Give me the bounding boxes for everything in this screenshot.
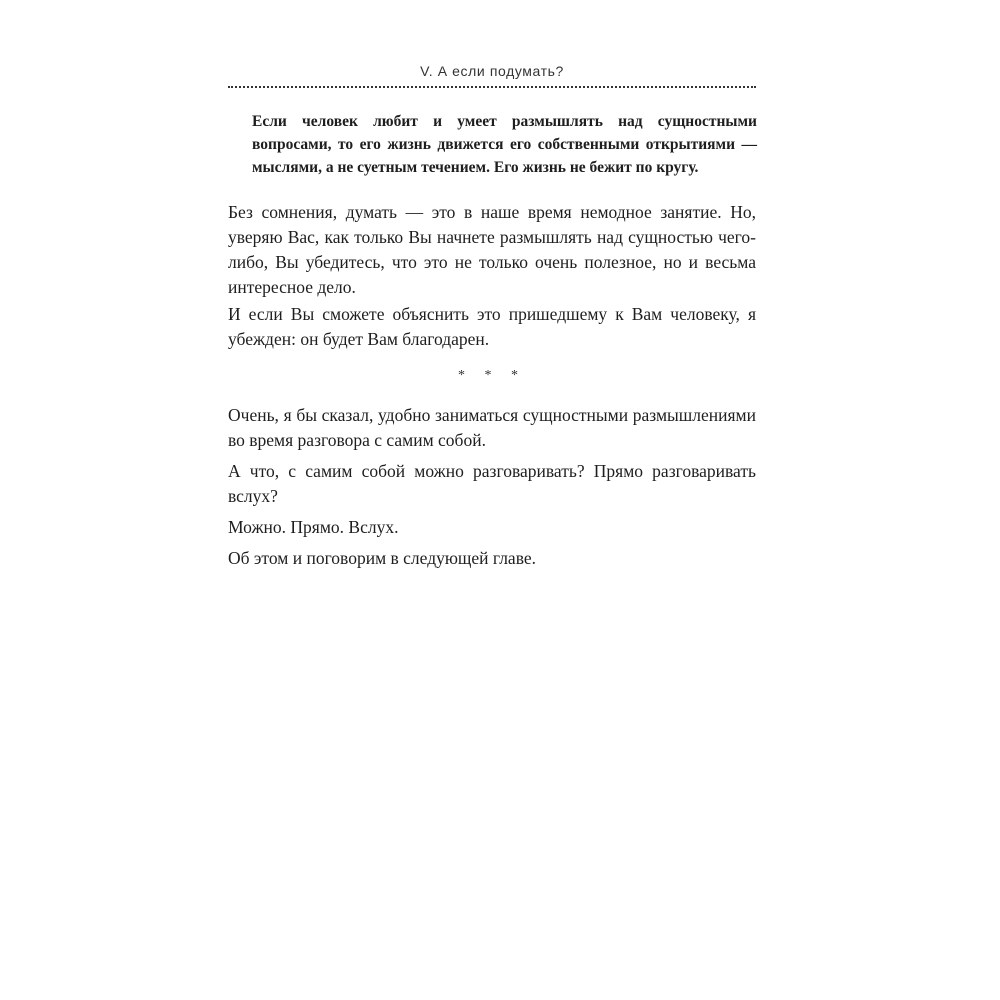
header-dotted-rule [228, 86, 756, 88]
running-header: V. А если подумать? [420, 63, 564, 79]
epigraph: Если человек любит и умеет размышлять над сущностными вопросами, то его жизнь движется его собственными открытиями — мыслями, а не суетным течением. Его жизнь не бежит по кругу. [252, 113, 757, 176]
paragraph-1: Без сомнения, думать — это в наше время немодное занятие. Но, уверяю Вас, как только Вы начнете размышлять над сущностью чего-либо, Вы убедитесь, что это не только очень полезное, но и весьма интересное дело. [228, 202, 756, 297]
paragraph-3: Очень, я бы сказал, удобно заниматься сущностными размышлениями во время разговора с самим собой. [228, 405, 756, 450]
section-break: * * * [458, 368, 526, 383]
paragraph-5: Можно. Прямо. Вслух. [228, 517, 399, 537]
paragraph-4: А что, с самим собой можно разговаривать? Прямо разговаривать вслух? [228, 461, 756, 506]
paragraph-6: Об этом и поговорим в следующей главе. [228, 548, 536, 568]
paragraph-2: И если Вы сможете объяснить это пришедшему к Вам человеку, я убежден: он будет Вам благодарен. [228, 304, 756, 349]
